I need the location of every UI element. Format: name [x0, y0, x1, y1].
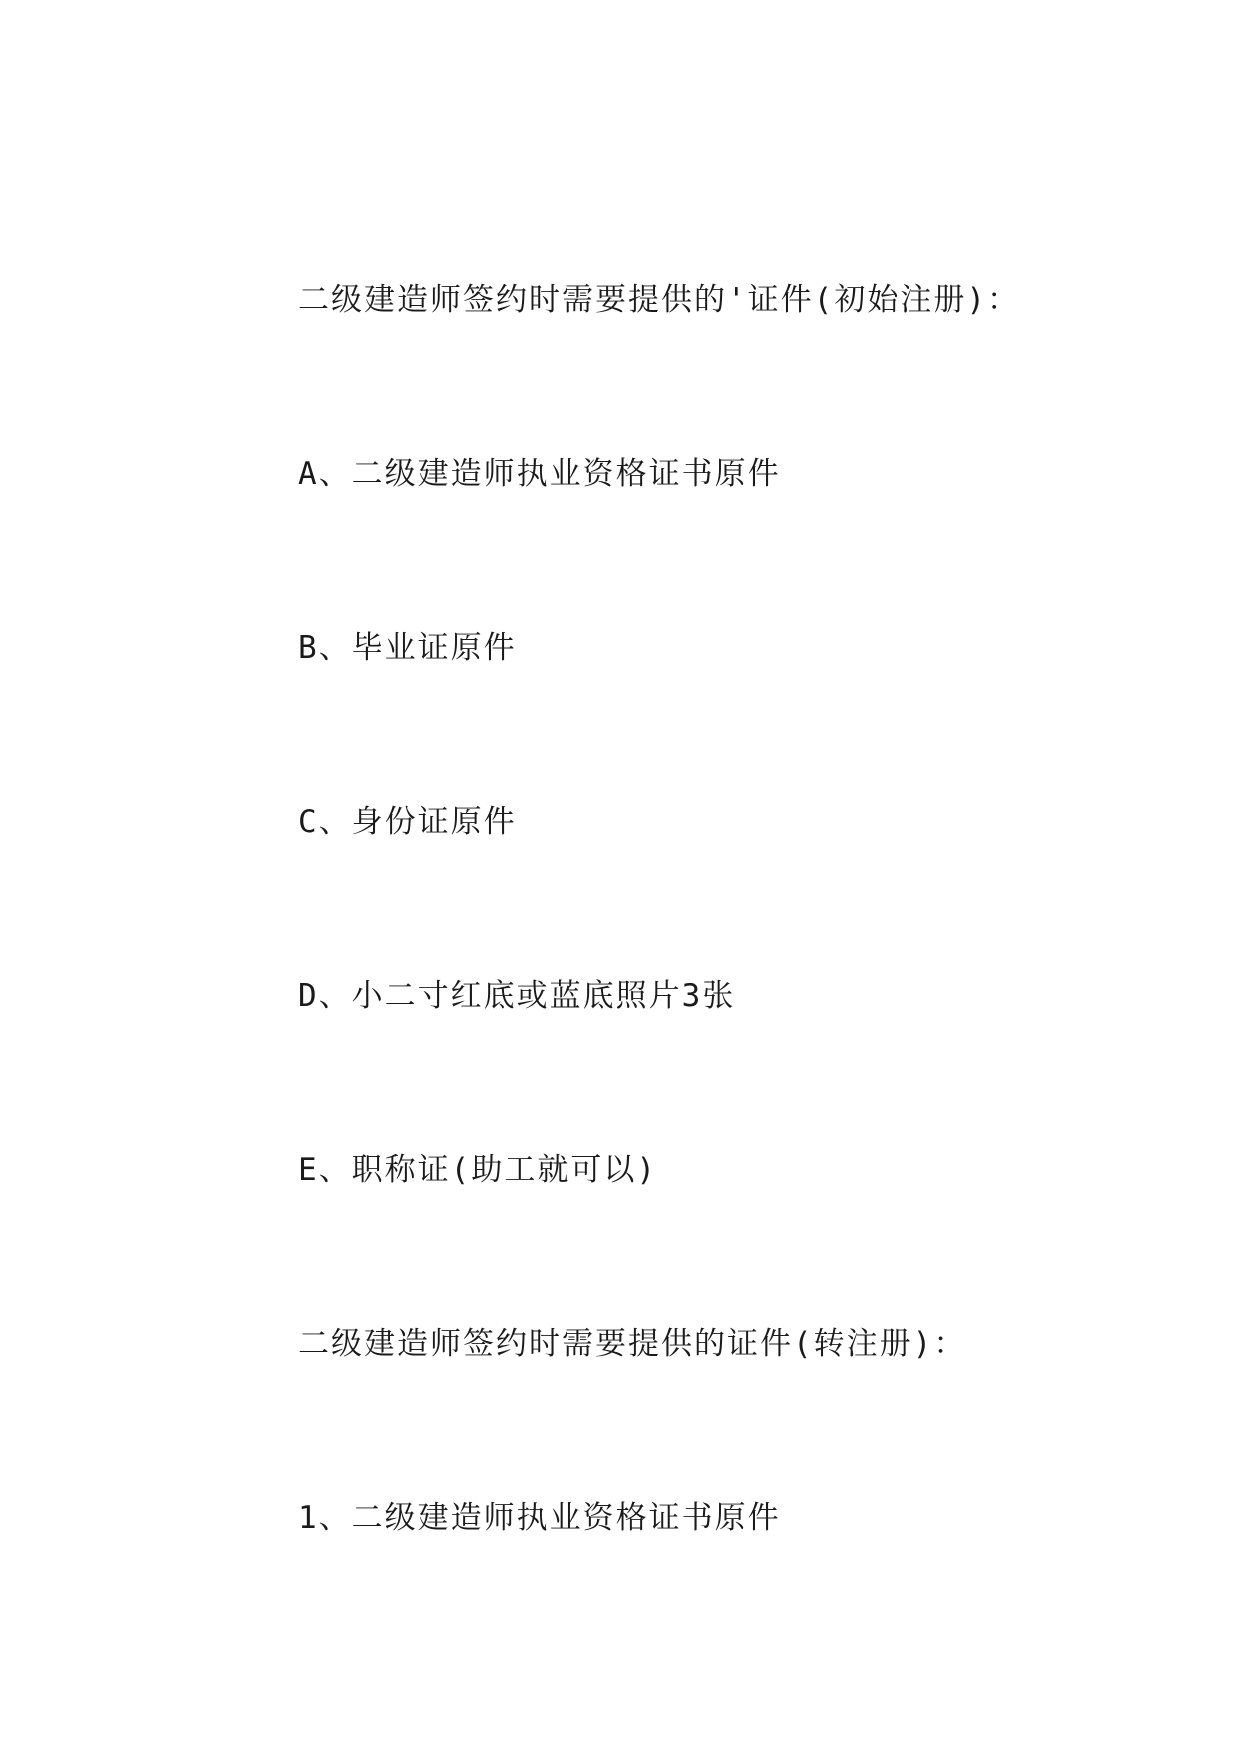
list-item-b: B、毕业证原件 [298, 630, 517, 666]
list-item-e: E、职称证(助工就可以) [298, 1152, 657, 1188]
list-item-c: C、身份证原件 [298, 804, 517, 840]
section-heading-transfer-registration: 二级建造师签约时需要提供的证件(转注册)： [298, 1326, 967, 1362]
list-item-a: A、二级建造师执业资格证书原件 [298, 456, 781, 492]
list-item-d: D、小二寸红底或蓝底照片3张 [298, 978, 736, 1014]
section-heading-initial-registration: 二级建造师签约时需要提供的'证件(初始注册)： [298, 282, 1020, 318]
list-item-1: 1、二级建造师执业资格证书原件 [298, 1500, 781, 1536]
